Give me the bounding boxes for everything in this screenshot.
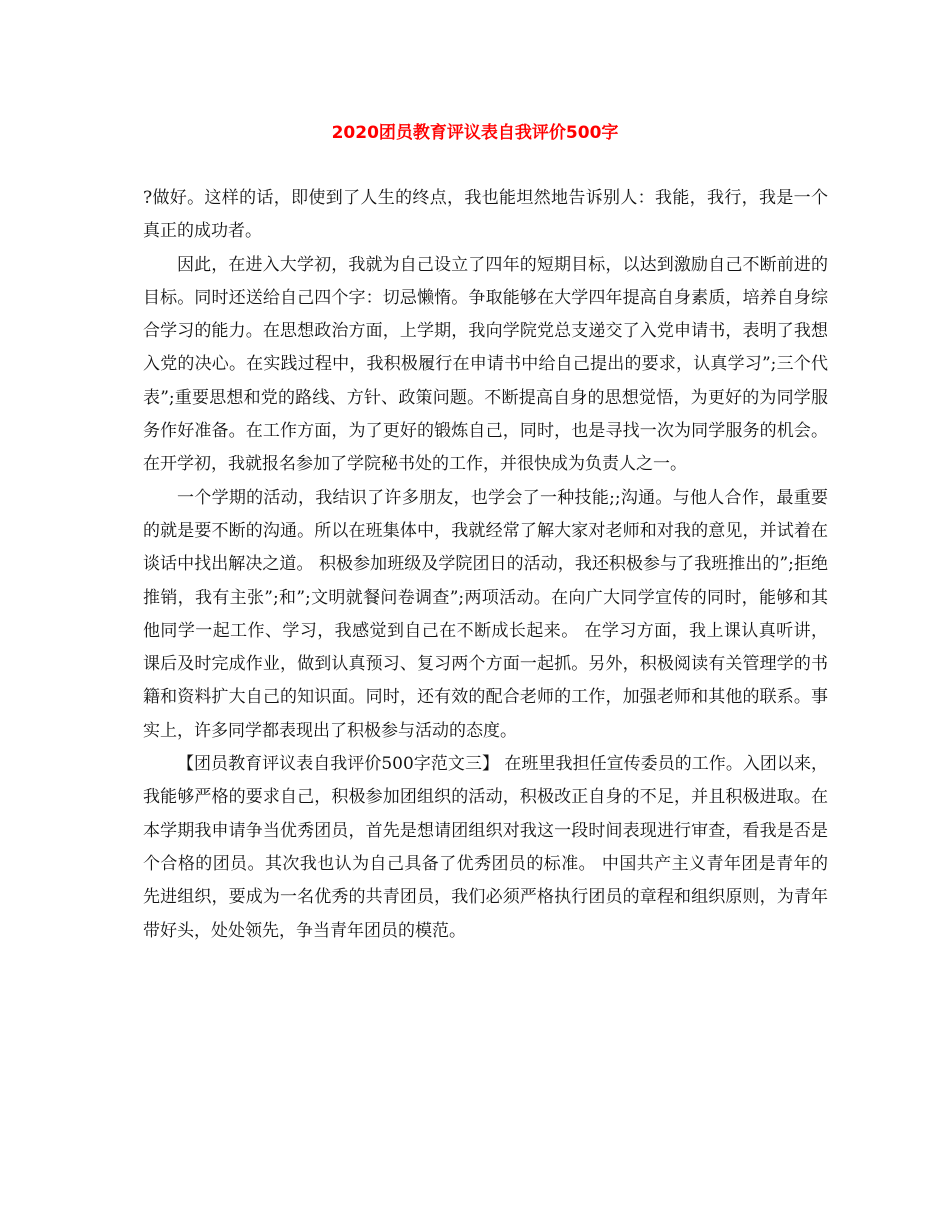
paragraph-1: ?做好。这样的话，即使到了人生的终点，我也能坦然地告诉别人：我能，我行，我是一个真正的成功者。 (143, 188, 828, 242)
paragraph-4: 【团员教育评议表自我评价500字范文三】 在班里我担任宣传委员的工作。入团以来，我能够严格的要求自己，积极参加团组织的活动，积极改正自身的不足，并且积极进取。在本学期我申请争当优秀团员，首先是想请团组织对我这一段时间表现进行审查，看我是否是个合格的团员。其次我也认为自己具备了优秀团员的标准。 中国共产主义青年团是青年的先进组织，要成为一名优秀的共青团员，我们必须严格执行团员的章程和组织原则，为青年带好头，处处领先，争当青年团员的模范。 (143, 754, 828, 941)
document-title: 2020团员教育评议表自我评价500字 (331, 123, 619, 143)
paragraph-3: 一个学期的活动，我结识了许多朋友，也学会了一种技能;;沟通。与他人合作，最重要的就是要不断的沟通。所以在班集体中，我就经常了解大家对老师和对我的意见，并试着在谈话中找出解决之道。 积极参加班级及学院团日的活动，我还积极参与了我班推出的”;拒绝推销，我有主张”;和”;文明就餐问卷调查”;两项活动。在向广大同学宣传的同时，能够和其他同学一起工作、学习，我感觉到自己在不断成长起来。 在学习方面，我上课认真听讲，课后及时完成作业，做到认真预习、复习两个方面一起抓。另外，积极阅读有关管理学的书籍和资料扩大自己的知识面。同时，还有效的配合老师的工作，加强老师和其他的联系。事实上，许多同学都表现出了积极参与活动的态度。 (143, 487, 828, 741)
document-body (143, 182, 828, 948)
paragraph-2: 因此，在进入大学初，我就为自己设立了四年的短期目标，以达到激励自己不断前进的目标。同时还送给自己四个字：切忌懒惰。争取能够在大学四年提高自身素质，培养自身综合学习的能力。在思想政治方面，上学期，我向学院党总支递交了入党申请书，表明了我想入党的决心。在实践过程中，我积极履行在申请书中给自己提出的要求，认真学习”;三个代表”;重要思想和党的路线、方针、政策问题。不断提高自身的思想觉悟，为更好的为同学服务作好准备。在工作方面，为了更好的锻炼自己，同时，也是寻找一次为同学服务的机会。在开学初，我就报名参加了学院秘书处的工作，并很快成为负责人之一。 (143, 254, 828, 475)
